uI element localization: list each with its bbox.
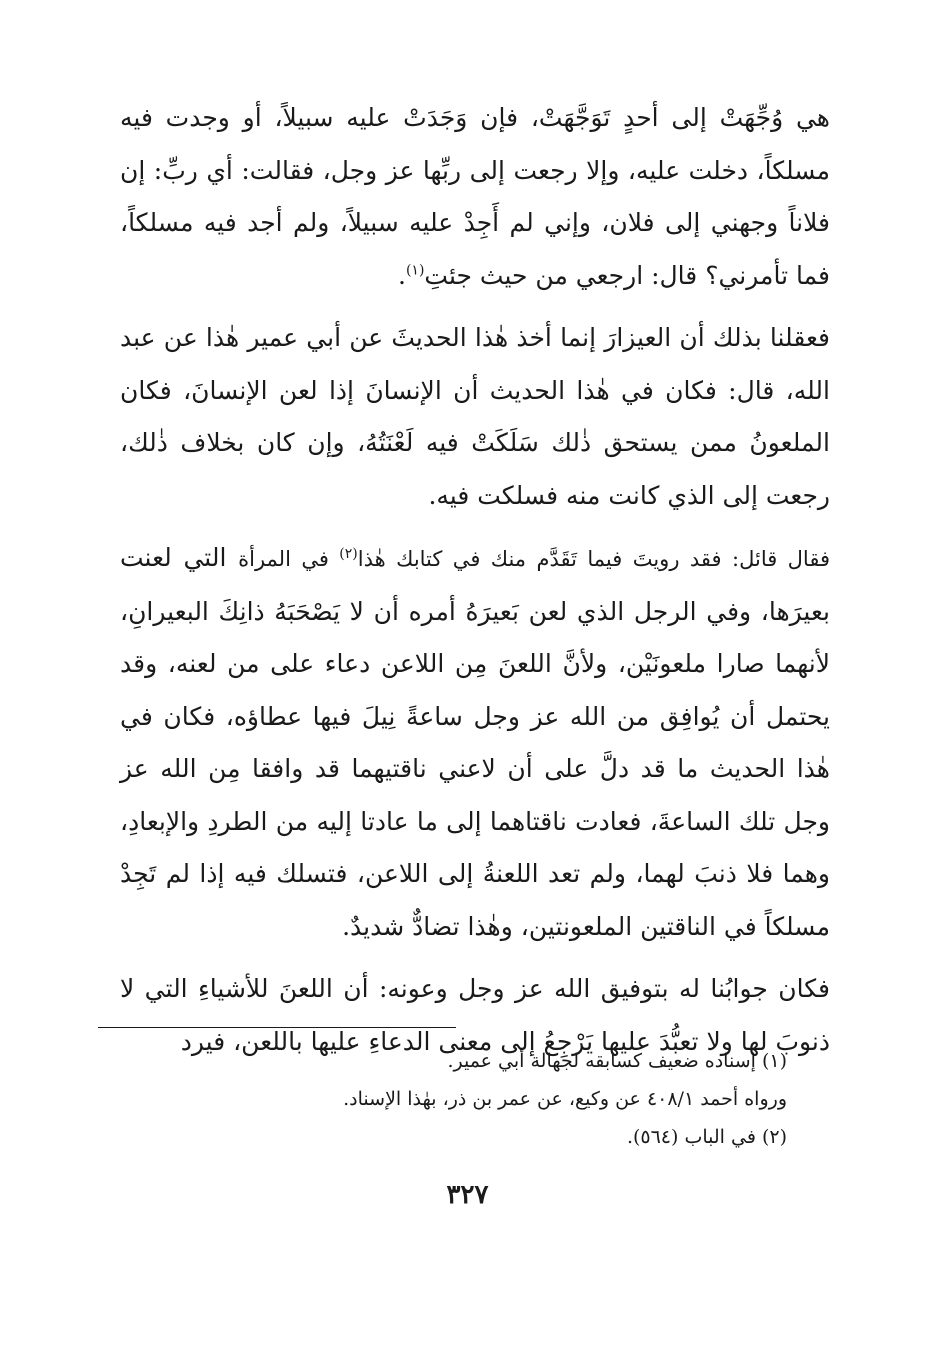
paragraph-3-lead-text: فقال قائل: فقد رويتَ فيما تَقَدَّم منك في كتابك هٰذا <box>357 547 830 571</box>
footnotes <box>110 1042 787 1156</box>
paragraph-2-text: فعقلنا بذلك أن العيزارَ إنما أخذ هٰذا الحديثَ عن أبي عمير هٰذا عن عبد الله، قال: فكان في هٰذا الحديث أن الإنسانَ إذا لعن الإنسانَ، فكان الملعونُ ممن يستحق ذٰلك سَلَكَتْ فيه لَعْنَتُهُ، وإن كان بخلاف ذٰلك، رجعت إلى الذي كانت منه فسلكت فيه. <box>120 323 830 510</box>
footnote-1-continuation: ورواه أحمد ٤٠٨/١ عن وكيع، عن عمر بن ذر، بهٰذا الإسناد. <box>343 1088 787 1110</box>
footnote-divider <box>98 1027 456 1028</box>
footnote-2: (٢) في الباب (٥٦٤). <box>626 1126 787 1148</box>
footnote-ref-1: (١) <box>405 262 425 279</box>
paragraph-3-lead-tail: في المرأة <box>238 547 340 571</box>
main-text <box>120 92 830 1068</box>
paragraph-1 <box>120 92 830 302</box>
paragraph-4-text: فكان جوابُنا له بتوفيق الله عز وجل وعونه: أن اللعنَ للأشياءِ التي لا ذنوبَ لها ولا تعبُّدَ عليها يَرْجِعُ إلى معنى الدعاءِ عليها باللعن، فيرد <box>120 974 830 1056</box>
paragraph-2 <box>120 312 830 522</box>
paragraph-3 <box>120 532 830 953</box>
paragraph-1-tail: . <box>398 260 406 290</box>
paragraph-3-lead <box>238 547 830 571</box>
paragraph-1-text: هي وُجِّهَتْ إلى أحدٍ تَوَجَّهَتْ، فإن وَجَدَتْ عليه سبيلاً، أو وجدت فيه مسلكاً، دخلت عليه، وإلا رجعت إلى ربِّها عز وجل، فقالت: أي ربِّ: إن فلاناً وجهني إلى فلان، وإني لم أَجِدْ عليه سبيلاً، ولم أجد فيه مسلكاً، فما تأمرني؟ قال: ارجعي من حيث جئتِ <box>120 103 830 290</box>
page-number: ٣٢٧ <box>446 1180 489 1210</box>
paragraph-3-text: التي لعنت بعيرَها، وفي الرجل الذي لعن بَعيرَهُ أمره أن لا يَصْحَبَهُ ذانِكَ البعيرانِ، لأنهما صارا ملعونَيْن، ولأنَّ اللعنَ مِن اللاعن دعاء على من لعنه، وقد يحتمل أن يُوافِق من الله عز وجل ساعةً نِيلَ فيها عطاؤه، فكان في هٰذا الحديث ما قد دلَّ على أن لاعني ناقتيهما قد وافقا مِن الله عز وجل تلك الساعةَ، فعادت ناقتاهما إلى ما عادتا إليه من الطردِ والإبعادِ، وهما فلا ذنبَ لهما، ولم تعد اللعنةُ إلى اللاعن، فتسلك فيه إذا لم تَجِدْ مسلكاً في الناقتين الملعونتين، وهٰذا تضادٌّ شديدٌ. <box>120 543 830 941</box>
footnote-1: (١) إسناده ضعيف كسابقه لجهالة أبي عمير. <box>447 1050 787 1072</box>
footnote-ref-2: (٢) <box>339 546 358 562</box>
